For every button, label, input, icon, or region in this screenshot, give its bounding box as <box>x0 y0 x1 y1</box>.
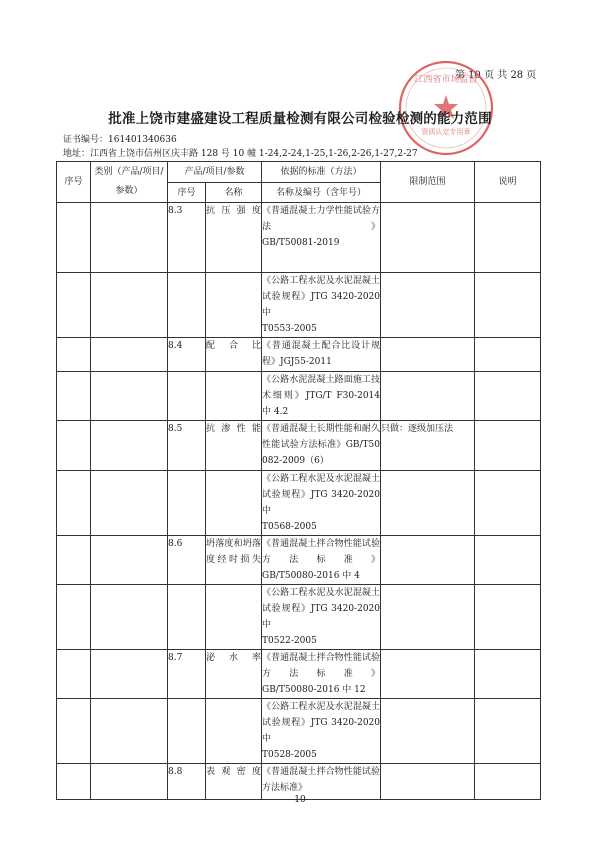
table-row <box>57 338 541 372</box>
item-number: 8.3 <box>168 203 206 273</box>
address-line: 地址：江西省上饶市信州区庆丰路 128 号 10 幢 1-24,2-24,1-25,1-26,2-26,1-27,2-27 <box>63 149 418 159</box>
standard-cell <box>262 372 381 421</box>
header-note: 说明 <box>475 162 541 203</box>
standard-cell <box>262 699 381 764</box>
footer-page-number: 10 <box>294 795 306 805</box>
standard-code: T0522-2005 <box>262 636 317 646</box>
standard-code: T0568-2005 <box>262 522 317 532</box>
table-row <box>57 650 541 699</box>
table-row <box>57 585 541 650</box>
table-row <box>57 699 541 764</box>
note-cell <box>475 203 541 273</box>
certificate-number: 证书编号：161401340636 <box>63 135 177 145</box>
standard-cell <box>262 273 381 338</box>
header-seq: 序号 <box>57 162 91 203</box>
header-limit: 限制范围 <box>381 162 475 203</box>
standard-cell <box>262 650 381 699</box>
limit-cell: 只做：逐级加压法 <box>381 421 475 471</box>
header-category <box>91 162 168 203</box>
header-sub-seq: 序号 <box>168 183 206 203</box>
table-row <box>57 536 541 585</box>
item-number: 8.6 <box>168 536 206 585</box>
document-title: 批准上饶市建盛建设工程质量检测有限公司检验检测的能力范围 <box>108 111 492 127</box>
standard-text: 《普通混凝土拌合物性能试验方法标准》 <box>262 539 380 565</box>
item-number: 8.7 <box>168 650 206 699</box>
item-number: 8.8 <box>168 764 206 800</box>
standard-cell <box>262 471 381 536</box>
standard-code: GB/T50080-2016 中 4 <box>262 571 360 581</box>
item-name: 坍落度和坍落度经时损失 <box>206 536 262 585</box>
header-standard: 依据的标准（方法） <box>262 162 381 183</box>
standard-cell <box>262 421 381 471</box>
table-row <box>57 203 541 273</box>
item-name: 表观密度 <box>206 764 262 800</box>
svg-text:江西省市场监督: 江西省市场监督 <box>414 75 478 85</box>
table-row <box>57 421 541 471</box>
header-standard-name: 名称及编号（含年号） <box>262 183 381 203</box>
header-category-text: 类别（产品/项目/参数） <box>94 167 164 196</box>
item-name: 配合比 <box>206 338 262 372</box>
page-number: 第 10 页 共 28 页 <box>455 70 537 81</box>
standard-code: T0553-2005 <box>262 324 317 334</box>
header-product: 产品/项目/参数 <box>168 162 262 183</box>
table-row <box>57 273 541 338</box>
standard-text: 《公路水泥混凝土路面施工技术细则》JTG/T F30-2014 中 4.2 <box>262 375 380 417</box>
standard-text: 《普通混凝土配合比设计规程》JGJ55-2011 <box>262 341 380 367</box>
item-number: 8.5 <box>168 421 206 471</box>
standard-code: GB/T50081-2019 <box>262 238 340 248</box>
table-row <box>57 471 541 536</box>
item-name: 抗压强度 <box>206 203 262 273</box>
standard-code: T0528-2005 <box>262 750 317 760</box>
standard-text: 《公路工程水泥及水泥混凝土试验规程》JTG 3420-2020 中 <box>262 588 380 630</box>
item-number: 8.4 <box>168 338 206 372</box>
standard-text: 《普通混凝土拌合物性能试验方法标准》 <box>262 767 380 793</box>
standard-text: 《公路工程水泥及水泥混凝土试验规程》JTG 3420-2020 中 <box>262 474 380 516</box>
standard-code: GB/T50080-2016 中 12 <box>262 685 366 695</box>
standard-cell <box>262 585 381 650</box>
standard-cell <box>262 536 381 585</box>
standard-cell <box>262 203 381 273</box>
standard-text: 《普通混凝土长期性能和耐久性能试验方法标准》GB/T50082-2009（6） <box>262 424 380 466</box>
standard-text: 《公路工程水泥及水泥混凝土试验规程》JTG 3420-2020 中 <box>262 276 380 318</box>
item-name: 泌水率 <box>206 650 262 699</box>
limit-cell <box>381 203 475 273</box>
standard-text: 《公路工程水泥及水泥混凝土试验规程》JTG 3420-2020 中 <box>262 702 380 744</box>
standard-text: 《普通混凝土力学性能试验方法》 <box>262 206 380 232</box>
header-name: 名称 <box>206 183 262 203</box>
table-row <box>57 372 541 421</box>
svg-text:资质认定专用章: 资质认定专用章 <box>421 128 471 136</box>
capability-scope-table <box>56 161 541 800</box>
item-name: 抗渗性能 <box>206 421 262 471</box>
standard-text: 《普通混凝土拌合物性能试验方法标准》 <box>262 653 380 679</box>
standard-cell <box>262 338 381 372</box>
